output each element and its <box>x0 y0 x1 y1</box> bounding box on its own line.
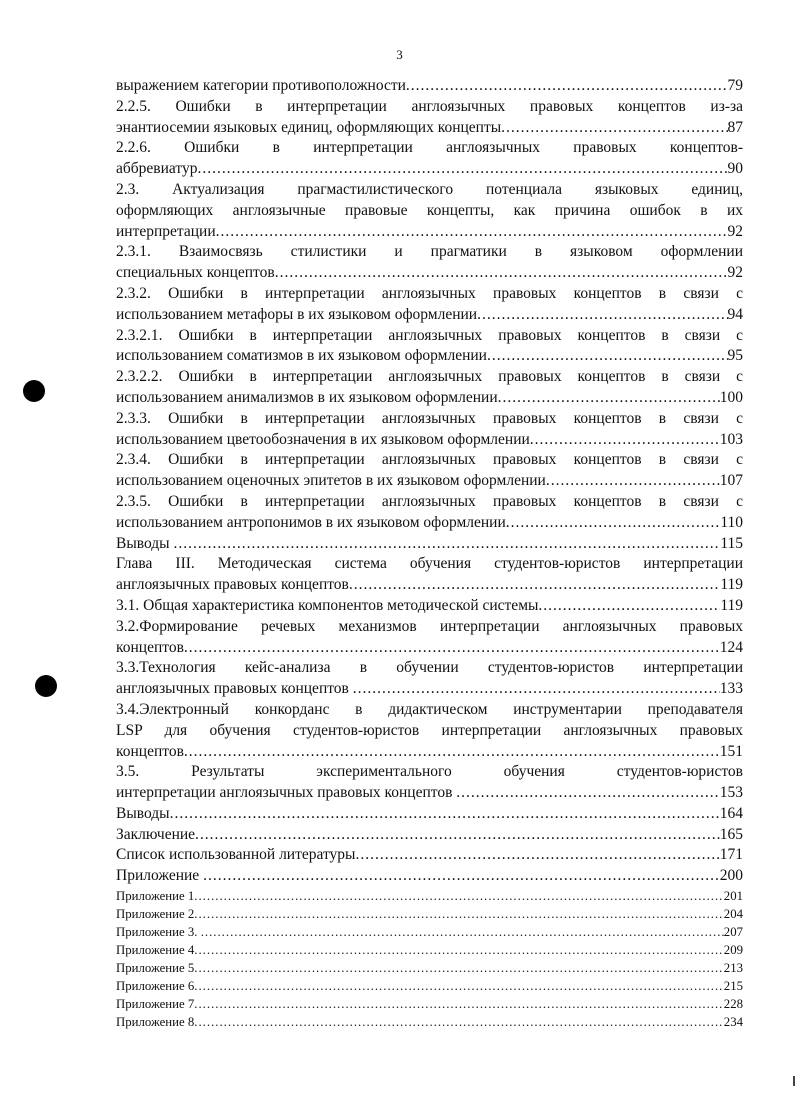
toc-entry-title: использованием антропонимов в их языковом оформлении <box>116 513 506 531</box>
dot-leader <box>203 866 720 887</box>
toc-entry <box>116 923 743 941</box>
toc-entry-title: Приложение 5 <box>116 961 195 976</box>
toc-entry-title: Приложение 8 <box>116 1015 195 1030</box>
toc-entry <box>116 941 743 959</box>
toc-entry <box>116 222 743 243</box>
toc-page-number: 90 <box>727 160 743 178</box>
dot-leader <box>194 887 724 905</box>
toc-entry-title: использованием цветообозначения в их языковом оформлении <box>116 430 530 448</box>
toc-entry-title: Приложение 3. <box>116 925 201 940</box>
toc-entry-title: использованием оценочных эпитетов в их языковом оформлении <box>116 472 546 490</box>
toc-page-number: 119 <box>720 576 743 594</box>
toc-page-number: 100 <box>719 388 743 406</box>
toc-line: 2.2.6. Ошибки в интерпретации англоязычных правовых концептов- <box>116 139 743 157</box>
toc-page-number: 215 <box>723 979 743 994</box>
toc-entry-title: Заключение <box>116 825 196 843</box>
dot-leader <box>275 263 728 284</box>
dot-leader <box>194 941 724 959</box>
toc-entry-title: Приложение <box>116 867 204 885</box>
toc-page-number: 165 <box>719 825 743 843</box>
toc-page-number: 133 <box>719 680 743 698</box>
toc-page-number: 92 <box>727 222 743 240</box>
toc-page-number: 209 <box>723 943 743 958</box>
toc-entry-title: интерпретации англоязычных правовых концептов <box>116 784 457 802</box>
toc-entry-title: энантиосемии языковых единиц, оформляющих концепты <box>116 118 502 136</box>
toc-entry <box>116 346 743 367</box>
table-of-contents <box>116 76 743 1031</box>
toc-line: 2.3. Актуализация прагмастилистического потенциала языковых единиц, <box>116 180 743 198</box>
toc-page-number: 171 <box>719 846 743 864</box>
toc-entry-title: использованием соматизмов в их языковом оформлении <box>116 347 487 365</box>
punch-hole <box>23 380 45 402</box>
toc-line: 2.2.5. Ошибки в интерпретации англоязычных правовых концептов из-за <box>116 97 743 115</box>
dot-leader <box>173 534 720 555</box>
toc-entry <box>116 783 743 804</box>
dot-leader <box>355 845 719 866</box>
dot-leader <box>498 388 720 409</box>
dot-leader <box>184 638 720 659</box>
dot-leader <box>195 825 720 846</box>
toc-entry <box>116 742 743 763</box>
dot-leader <box>201 923 724 941</box>
toc-entry <box>116 825 743 846</box>
dot-leader <box>487 346 728 367</box>
toc-entry <box>116 845 743 866</box>
toc-entry-title: концептов <box>116 638 184 656</box>
toc-entry <box>116 534 743 555</box>
dot-leader <box>406 76 728 97</box>
toc-entry-title: Приложение 2 <box>116 907 195 922</box>
toc-line: 3.5. Результаты экспериментального обучения студентов-юристов <box>116 763 743 781</box>
toc-entry-title: специальных концептов <box>116 264 275 282</box>
toc-entry <box>116 905 743 923</box>
toc-entry-title: использованием анимализмов в их языковом оформлении <box>116 388 498 406</box>
toc-entry-title: Выводы <box>116 534 174 552</box>
dot-leader <box>353 679 720 700</box>
toc-entry <box>116 866 743 887</box>
toc-page-number: 115 <box>720 534 743 552</box>
toc-entry-title: аббревиатур <box>116 160 198 178</box>
toc-entry-title: Приложение 1 <box>116 889 195 904</box>
toc-entry <box>116 596 743 617</box>
toc-entry-title: Список использованной литературы <box>116 846 356 864</box>
toc-page-number: 95 <box>727 347 743 365</box>
toc-entry-title: Приложение 4 <box>116 943 195 958</box>
toc-line: 2.3.5. Ошибки в интерпретации англоязычных правовых концептов в связи с <box>116 492 743 510</box>
toc-line: 3.4.Электронный конкорданс в дидактическом инструментарии преподавателя <box>116 700 743 718</box>
toc-page-number: 124 <box>719 638 743 656</box>
toc-entry <box>116 305 743 326</box>
toc-entry <box>116 1013 743 1031</box>
dot-leader <box>477 305 727 326</box>
toc-entry <box>116 575 743 596</box>
toc-line: 3.2.Формирование речевых механизмов интерпретации англоязычных правовых <box>116 617 743 635</box>
toc-entry <box>116 977 743 995</box>
toc-page-number: 119 <box>720 596 743 614</box>
scan-mark <box>793 1076 795 1086</box>
toc-entry-title: англоязычных правовых концептов <box>116 680 353 698</box>
toc-line: 2.3.2.1. Ошибки в интерпретации англоязычных правовых концептов в связи с <box>116 326 743 344</box>
toc-entry-title: Приложение 7 <box>116 997 195 1012</box>
toc-line: 3.3.Технология кейс-анализа в обучении студентов-юристов интерпретации <box>116 659 743 677</box>
toc-page-number: 79 <box>727 77 743 94</box>
toc-entry-title: англоязычных правовых концептов <box>116 576 349 594</box>
dot-leader <box>349 575 720 596</box>
toc-entry <box>116 263 743 284</box>
toc-page-number: 153 <box>719 784 743 802</box>
toc-entry <box>116 76 743 97</box>
toc-entry <box>116 513 743 534</box>
toc-entry-title: концептов <box>116 742 184 760</box>
toc-entry <box>116 679 743 700</box>
toc-page-number: 87 <box>727 118 743 136</box>
toc-entry <box>116 995 743 1013</box>
dot-leader <box>456 783 719 804</box>
toc-page-number: 94 <box>727 305 743 323</box>
page-number: 3 <box>396 47 403 62</box>
toc-entry <box>116 959 743 977</box>
toc-line: 2.3.1. Взаимосвязь стилистики и прагматики в языковом оформлении <box>116 243 743 261</box>
toc-page-number: 200 <box>719 867 743 885</box>
toc-entry-title: интерпретации <box>116 222 216 240</box>
dot-leader <box>506 513 721 534</box>
toc-page-number: 164 <box>719 804 743 822</box>
toc-entry-title: Приложение 6 <box>116 979 195 994</box>
dot-leader <box>194 1013 724 1031</box>
dot-leader <box>194 995 724 1013</box>
toc-entry <box>116 430 743 451</box>
dot-leader <box>170 804 720 825</box>
dot-leader <box>194 977 724 995</box>
dot-leader <box>184 742 720 763</box>
toc-line: 2.3.3. Ошибки в интерпретации англоязычных правовых концептов в связи с <box>116 409 743 427</box>
toc-page-number: 151 <box>719 742 743 760</box>
toc-entry <box>116 887 743 905</box>
dot-leader <box>216 222 728 243</box>
toc-page-number: 207 <box>723 925 743 940</box>
toc-page-number: 103 <box>719 430 743 448</box>
toc-line: оформляющих англоязычные правовые концепты, как причина ошибок в их <box>116 201 743 219</box>
toc-page-number: 234 <box>723 1015 743 1030</box>
toc-line: LSP для обучения студентов-юристов интерпретации англоязычных правовых <box>116 721 743 739</box>
toc-entry-title: выражением категории противоположности <box>116 77 406 94</box>
toc-page-number: 213 <box>723 961 743 976</box>
dot-leader <box>501 118 727 139</box>
dot-leader <box>530 430 720 451</box>
toc-entry <box>116 804 743 825</box>
dot-leader <box>194 959 724 977</box>
toc-page-number: 228 <box>723 997 743 1012</box>
toc-entry <box>116 388 743 409</box>
toc-line: 2.3.2.2. Ошибки в интерпретации англоязычных правовых концептов в связи с <box>116 368 743 386</box>
dot-leader <box>546 471 720 492</box>
toc-line: 2.3.4. Ошибки в интерпретации англоязычных правовых концептов в связи с <box>116 451 743 469</box>
toc-page-number: 110 <box>720 513 743 531</box>
toc-line: 2.3.2. Ошибки в интерпретации англоязычных правовых концептов в связи с <box>116 284 743 302</box>
toc-entry-title: Выводы <box>116 804 170 822</box>
toc-entry <box>116 471 743 492</box>
toc-page-number: 204 <box>723 907 743 922</box>
dot-leader <box>197 159 727 180</box>
toc-page-number: 107 <box>719 472 743 490</box>
toc-page-number: 92 <box>727 264 743 282</box>
toc-page-number: 201 <box>723 889 743 904</box>
toc-entry <box>116 159 743 180</box>
toc-entry <box>116 118 743 139</box>
dot-leader <box>538 596 720 617</box>
dot-leader <box>194 905 724 923</box>
punch-hole <box>35 675 57 697</box>
toc-entry-title: использованием метафоры в их языковом оформлении <box>116 305 478 323</box>
toc-entry <box>116 638 743 659</box>
toc-line: Глава III. Методическая система обучения студентов-юристов интерпретации <box>116 555 743 573</box>
toc-entry-title: 3.1. Общая характеристика компонентов методической системы <box>116 596 539 614</box>
